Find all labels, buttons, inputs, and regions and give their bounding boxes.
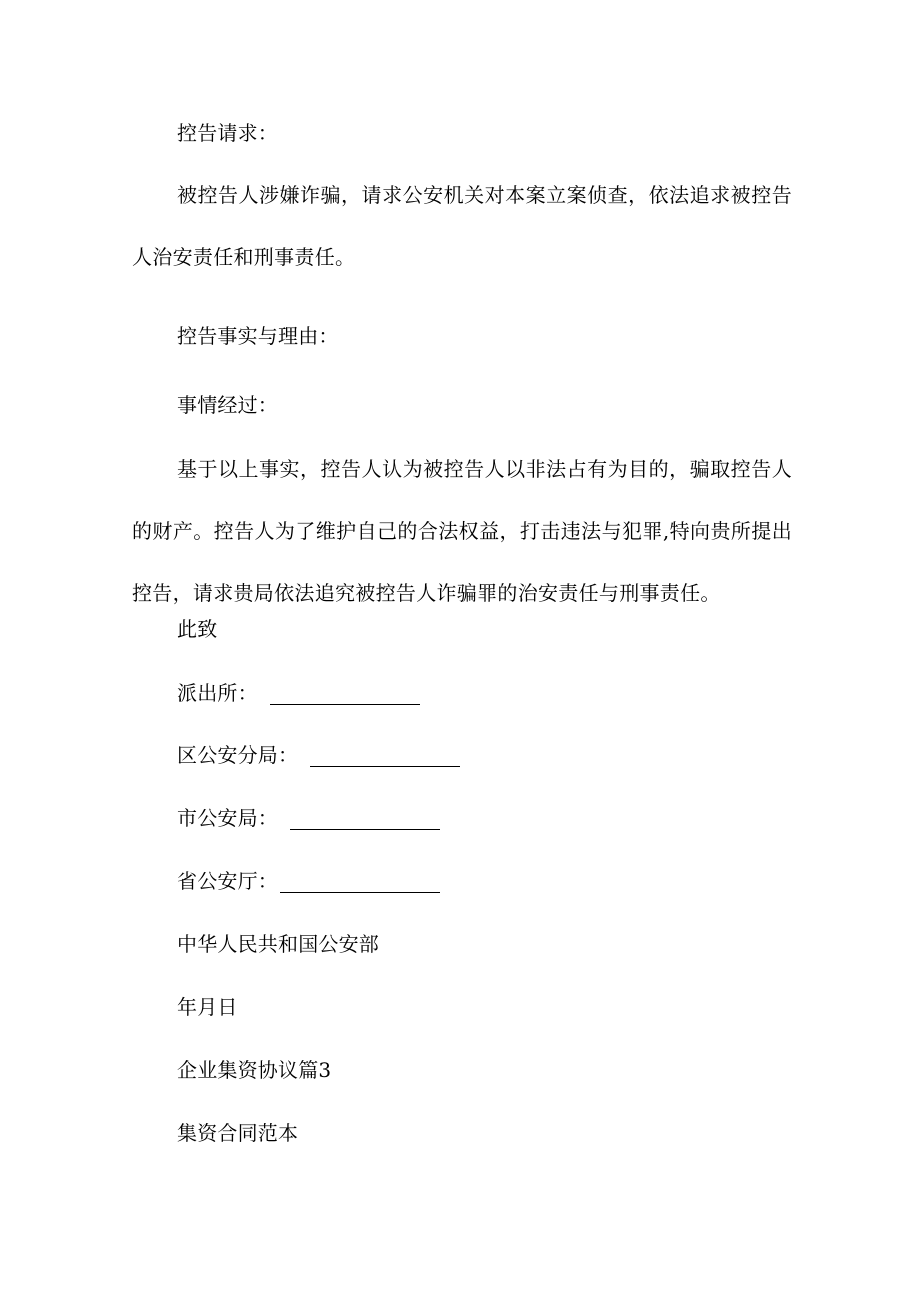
fill-in-blank xyxy=(280,874,440,893)
recipient-city-bureau xyxy=(177,806,440,830)
salutation: 此致 xyxy=(177,617,218,641)
facts-heading: 控告事实与理由： xyxy=(177,324,339,348)
document-title: 集资合同范本 xyxy=(177,1121,299,1145)
date-line: 年月日 xyxy=(177,995,238,1019)
events-heading: 事情经过： xyxy=(177,393,278,417)
recipient-label: 市公安局： xyxy=(177,806,278,830)
complaint-request-body: 被控告人涉嫌诈骗，请求公安机关对本案立案侦查，依法追求被控告人治安责任和刑事责任。 xyxy=(132,183,792,269)
fill-in-blank xyxy=(290,811,440,830)
fill-in-blank xyxy=(310,748,460,767)
recipient-province-department xyxy=(177,869,440,893)
facts-body: 基于以上事实，控告人认为被控告人以非法占有为目的，骗取控告人的财产。控告人为了维护自己的合法权益，打击违法与犯罪,特向贵所提出控告，请求贵局依法追究被控告人诈骗罪的治安责任与刑事责任。 xyxy=(132,457,792,605)
complaint-request-heading: 控告请求： xyxy=(177,121,278,145)
ministry-line: 中华人民共和国公安部 xyxy=(177,932,379,956)
recipient-police-station xyxy=(177,681,420,705)
recipient-label: 省公安厅： xyxy=(177,869,278,893)
recipient-label: 派出所： xyxy=(177,681,258,705)
recipient-district-bureau xyxy=(177,743,460,767)
fill-in-blank xyxy=(270,686,420,705)
recipient-label: 区公安分局： xyxy=(177,743,299,767)
section-title: 企业集资协议篇3 xyxy=(177,1058,332,1082)
